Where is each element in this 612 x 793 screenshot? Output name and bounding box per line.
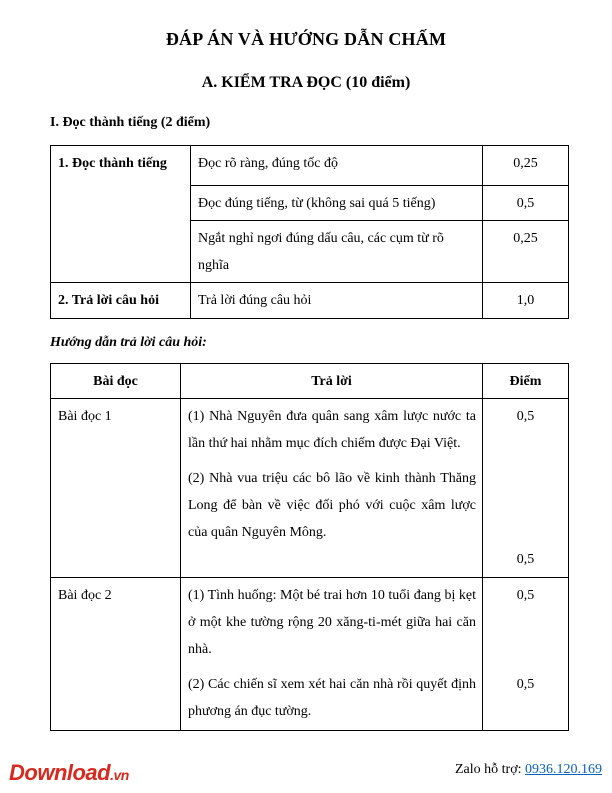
reading-label: Bài đọc 2 (51, 578, 181, 731)
criterion-score: 0,25 (483, 146, 569, 186)
doc-title: ĐÁP ÁN VÀ HƯỚNG DẪN CHẤM (165, 29, 447, 49)
section-heading-answer-guide: Hướng dẫn trả lời câu hỏi: (50, 335, 207, 350)
answer-paragraph: (2) Nhà vua triệu các bô lão về kinh thành Thăng Long để bàn về việc đối phó với cuộc xâm lược của quân Nguyên Mông. (188, 471, 476, 540)
score-value: 0,5 (516, 588, 535, 603)
score-value: 0,5 (516, 409, 535, 424)
answer-paragraph: (1) Tình huống: Một bé trai hơn 10 tuổi đang bị kẹt ở một khe tường rộng 20 xăng-ti-mét giữa hai căn nhà. (188, 588, 476, 657)
score-cell (483, 578, 569, 731)
section-heading-reading-aloud: I. Đọc thành tiếng (2 điểm) (50, 115, 211, 130)
logo-suffix: .vn (110, 767, 129, 783)
reading-label: Bài đọc 1 (51, 399, 181, 578)
downloadvn-logo (9, 762, 129, 786)
answer-guide-table (50, 363, 569, 731)
criterion-text: Đọc đúng tiếng, từ (không sai quá 5 tiếng) (191, 186, 483, 221)
zalo-support-label: Zalo hỗ trợ: (455, 762, 525, 777)
answer-paragraph: (1) Nhà Nguyên đưa quân sang xâm lược nước ta lần thứ hai nhằm mục đích chiếm được Đại Việt. (188, 409, 476, 451)
table-row (51, 578, 569, 731)
reading-aloud-score-table (50, 145, 569, 319)
zalo-phone-link[interactable]: 0936.120.169 (525, 762, 602, 777)
criterion-score: 0,25 (483, 221, 569, 283)
criterion-text: Trả lời đúng câu hỏi (191, 283, 483, 319)
table-row (51, 399, 569, 578)
table-row (51, 146, 569, 186)
doc-subtitle: A. KIỂM TRA ĐỌC (10 điểm) (201, 74, 411, 91)
column-header-answer: Trả lời (181, 364, 483, 399)
column-header-score: Điểm (483, 364, 569, 399)
answer-paragraph: (2) Các chiến sĩ xem xét hai căn nhà rồi quyết định phương án đục tường. (188, 677, 476, 719)
criterion-text: Ngắt nghỉ ngơi đúng dấu câu, các cụm từ rõ nghĩa (191, 221, 483, 283)
table-header-row (51, 364, 569, 399)
column-header-reading: Bài đọc (51, 364, 181, 399)
criterion-group-label: 1. Đọc thành tiếng (51, 146, 191, 283)
criterion-score: 0,5 (483, 186, 569, 221)
zalo-support (455, 761, 602, 779)
table-row (51, 283, 569, 319)
answer-cell (181, 578, 483, 731)
criterion-group-label: 2. Trả lời câu hỏi (51, 283, 191, 319)
criterion-text: Đọc rõ ràng, đúng tốc độ (191, 146, 483, 186)
score-value: 0,5 (516, 552, 535, 567)
answer-cell (181, 399, 483, 578)
score-value: 0,5 (516, 677, 535, 692)
logo-text: Download (9, 760, 111, 785)
score-cell (483, 399, 569, 578)
criterion-score: 1,0 (483, 283, 569, 319)
